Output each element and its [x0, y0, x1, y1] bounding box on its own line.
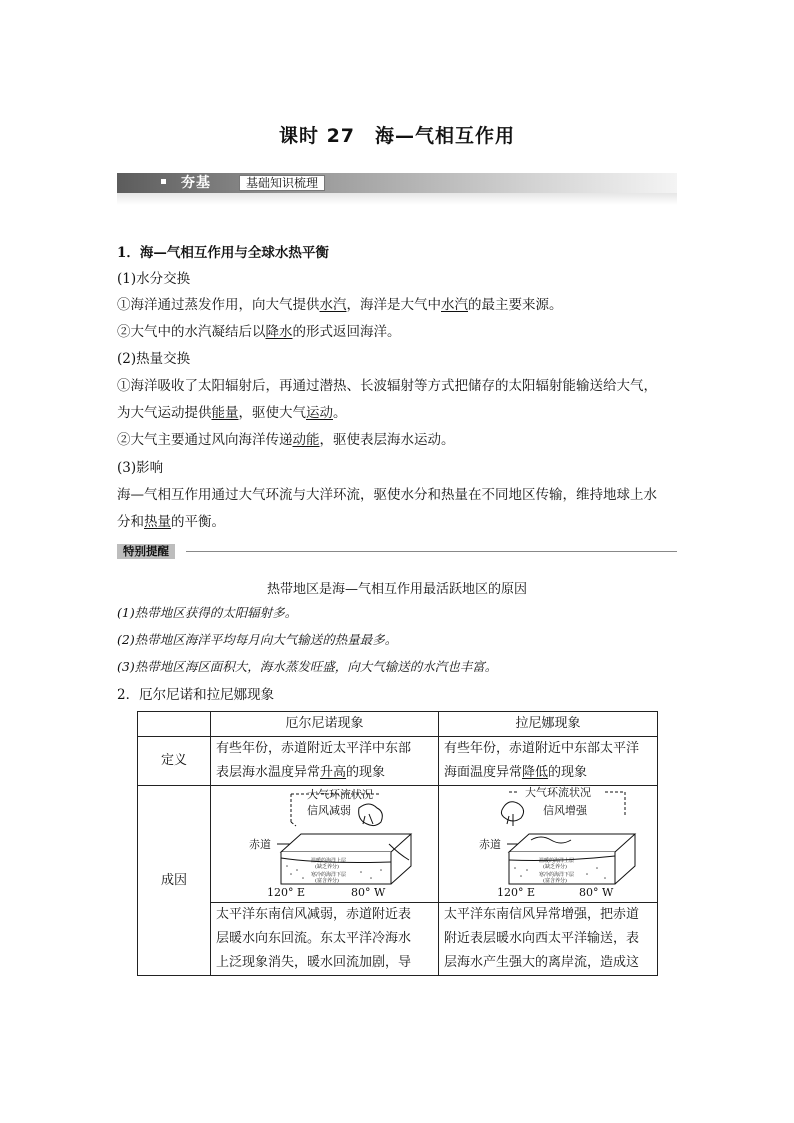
section-banner [117, 173, 677, 193]
elnino-cause: 太平洋东南信风减弱，赤道附近表 层暖水向东回流。东太平洋冷海水 上泛现象消失，暖水回流加剧，导 [211, 903, 439, 976]
svg-text:大气环流状况: 大气环流状况 [525, 786, 591, 799]
svg-text:80° W: 80° W [579, 886, 614, 899]
table-row [138, 903, 658, 976]
svg-text:大气环流状况: 大气环流状况 [307, 788, 373, 801]
svg-text:温暖的海洋上层: 温暖的海洋上层 [539, 858, 575, 864]
definition-label: 定义 [138, 737, 211, 786]
svg-text:(缺乏养分): (缺乏养分) [543, 864, 567, 870]
lanina-circulation-diagram [439, 786, 657, 902]
tip-item: (3)热带地区海区面积大，海水蒸发旺盛，向大气输送的水汽也丰富。 [117, 659, 498, 674]
heat-heading: (2)热量交换 [117, 351, 191, 367]
comparison-table [137, 711, 658, 976]
svg-text:(缺乏养分): (缺乏养分) [315, 864, 339, 870]
elnino-definition: 有些年份，赤道附近太平洋中东部 表层海水温度异常升高的现象 [211, 737, 439, 786]
svg-text:赤道: 赤道 [249, 838, 271, 851]
svg-text:寒冷的海洋下层: 寒冷的海洋下层 [311, 872, 347, 878]
svg-text:温暖的海洋上层: 温暖的海洋上层 [311, 858, 347, 864]
tip-item: (1)热带地区获得的太阳辐射多。 [117, 605, 298, 620]
svg-text:寒冷的海洋下层: 寒冷的海洋下层 [539, 872, 575, 878]
water-point-2: ②大气中的水汽凝结后以降水的形式返回海洋。 [117, 324, 401, 340]
heat-point-1-line2: 为大气运动提供能量，驱使大气运动。 [117, 405, 347, 421]
tip-item: (2)热带地区海洋平均每月向大气输送的热量最多。 [117, 632, 398, 647]
page-title: 课时 27 海—气相互作用 [278, 125, 516, 147]
banner-title: 夯基 [181, 175, 211, 191]
svg-text:信风增强: 信风增强 [543, 804, 587, 817]
bullet-icon [161, 179, 166, 184]
svg-text:信风减弱: 信风减弱 [307, 804, 351, 817]
impact-line-1: 海—气相互作用通过大气环流与大洋环流，驱使水分和热量在不同地区传输，维持地球上水 [117, 487, 657, 503]
heat-point-2: ②大气主要通过风向海洋传递动能，驱使表层海水运动。 [117, 432, 455, 448]
lanina-cause: 太平洋东南信风异常增强，把赤道 附近表层暖水向西太平洋输送，表 层海水产生强大的离岸流，造成这 [439, 903, 658, 976]
tip-title: 热带地区是海—气相互作用最活跃地区的原因 [266, 582, 527, 597]
table-row [138, 737, 658, 786]
tip-divider [186, 551, 677, 552]
svg-text:120° E: 120° E [267, 886, 306, 899]
tip-label: 特别提醒 [117, 544, 175, 559]
section2-heading: 2．厄尔尼诺和拉尼娜现象 [117, 687, 275, 703]
impact-line-2: 分和热量的平衡。 [117, 514, 225, 530]
table-header-lanina: 拉尼娜现象 [439, 712, 658, 737]
lanina-diagram [439, 786, 658, 903]
water-heading: (1)水分交换 [117, 271, 191, 287]
table-header-blank [138, 712, 211, 737]
banner-shadow [117, 193, 677, 205]
svg-text:赤道: 赤道 [479, 838, 501, 851]
lanina-definition: 有些年份，赤道附近中东部太平洋 海面温度异常降低的现象 [439, 737, 658, 786]
table-header-row [138, 712, 658, 737]
svg-text:(富含养分): (富含养分) [315, 878, 339, 884]
table-row [138, 786, 658, 903]
elnino-circulation-diagram [211, 786, 438, 902]
banner-tag: 基础知识梳理 [239, 175, 325, 191]
elnino-diagram [211, 786, 439, 903]
table-header-elnino: 厄尔尼诺现象 [211, 712, 439, 737]
water-point-1: ①海洋通过蒸发作用，向大气提供水汽，海洋是大气中水汽的最主要来源。 [117, 297, 563, 313]
section1-heading: 1．海—气相互作用与全球水热平衡 [117, 245, 329, 261]
impact-heading: (3)影响 [117, 460, 164, 476]
svg-text:(富含养分): (富含养分) [543, 878, 567, 884]
cause-label: 成因 [138, 786, 211, 976]
heat-point-1-line1: ①海洋吸收了太阳辐射后，再通过潜热、长波辐射等方式把储存的太阳辐射能输送给大气， [117, 378, 657, 394]
svg-text:80° W: 80° W [351, 886, 386, 899]
svg-text:120° E: 120° E [497, 886, 536, 899]
